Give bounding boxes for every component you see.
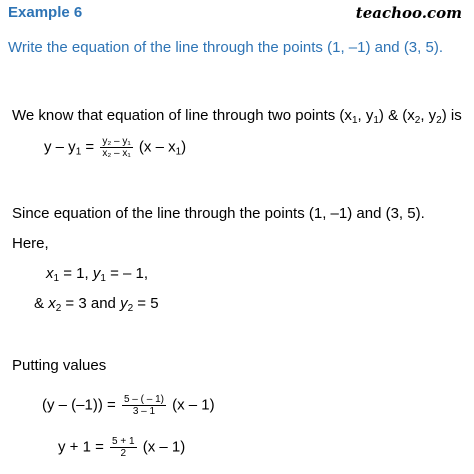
x2-y2-values: & $x_2 = 3$ and $y_2 = 5$: [34, 295, 159, 314]
step2-fraction: $\frac{5 + 1}{2}$: [112, 436, 135, 459]
substitution-step-1: (y – (–1)) = $\frac{5 - ( - 1)}{3 - 1}$ (x – 1): [42, 394, 215, 417]
two-point-formula: y – $y_1$ = $\frac{\text{y₂ – y₁}}{\text{x₂ – x₁}}$ $(x - x_1)$: [44, 136, 187, 159]
substitution-step-2: y + 1 = $\frac{5 + 1}{2}$ (x – 1): [58, 436, 186, 459]
here-label: Here,: [12, 235, 49, 252]
formula-intro: We know that equation of line through two points ($x_1$, $y_1$) & ($x_2$, $y_2$) is: [12, 107, 462, 126]
question-text: Write the equation of the line through the points (1, –1) and (3, 5).: [8, 39, 443, 56]
x1-y1-values: $x_1 = 1$, $y_1$ = – 1,: [46, 265, 149, 284]
brand-logo: teachoo.com: [355, 4, 462, 22]
formula-fraction: $\frac{\text{y₂ – y₁}}{\text{x₂ – x₁}}$: [102, 136, 131, 159]
since-line: Since equation of the line through the points (1, –1) and (3, 5).: [12, 205, 425, 222]
step1-fraction: $\frac{5 - ( - 1)}{3 - 1}$: [123, 394, 164, 417]
putting-values-label: Putting values: [12, 357, 107, 374]
example-title: Example 6: [8, 4, 83, 21]
